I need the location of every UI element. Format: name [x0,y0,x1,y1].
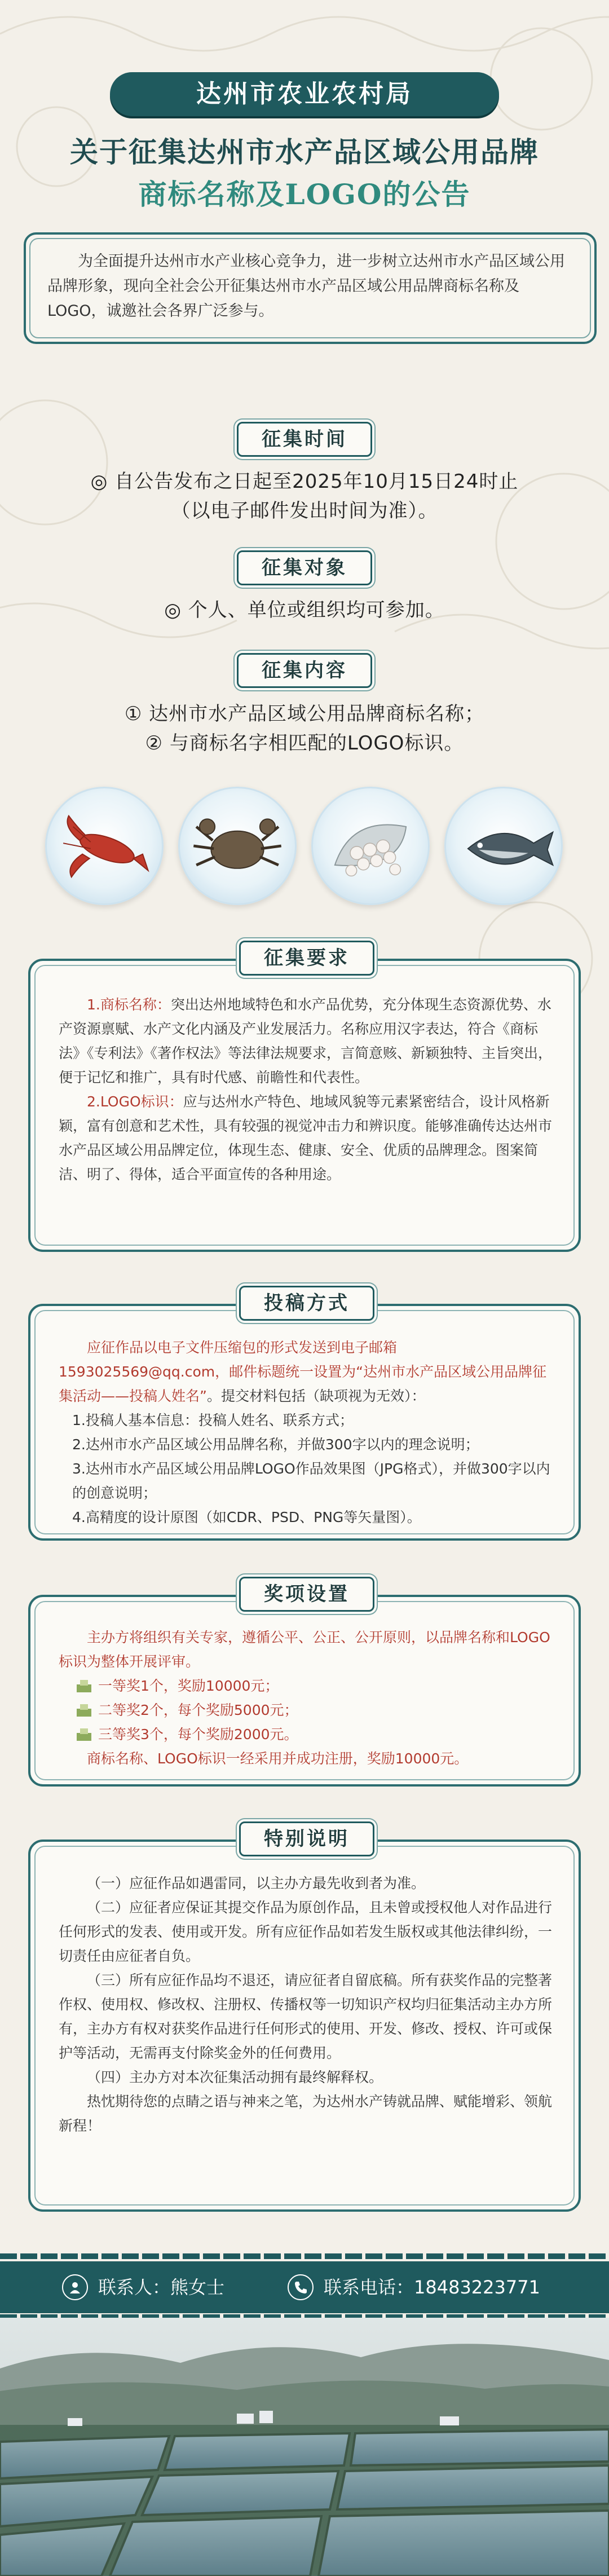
special-item-2: （二）应征者应保证其提交作品为原创作品，且未曾或授权他人对作品进行任何形式的发表、使用或开发。所有应征作品如若发生版权或其他法律纠纷，一切责任由应征者自负。 [59,1899,553,1964]
contact-bar [0,2261,609,2313]
special-body [59,1871,555,2138]
contact-person-text: 联系人：熊女士 [98,2277,225,2298]
awards-intro: 主办方将组织有关专家，遵循公平、公正、公开原则，以品牌名称和LOGO标识为整体开展评审。 [59,1629,550,1670]
time-line2: （以电子邮件发出时间为准）。 [171,500,438,522]
content-item2: ② 与商标名字相匹配的LOGO标识。 [145,732,464,755]
submission-body [59,1335,555,1529]
requirements-p2 [59,1089,555,1186]
aquaculture-landscape-image [0,2318,609,2576]
tag-submission: 投稿方式 [239,1286,374,1321]
product-images [45,787,564,911]
awards-body [59,1625,555,1771]
section-requirements [28,947,581,1252]
content-item1: ① 达州市水产品区域公用品牌商标名称； [124,703,485,725]
target-line1: ◎ 个人、单位或组织均可参加。 [164,599,445,621]
submission-item-3: 3.达州市水产品区域公用品牌LOGO作品效果图（JPG格式），并做300字以内的创意说明； [72,1461,550,1501]
page-title-line2: 商标名称及LOGO的公告 [138,178,471,211]
award-row-3 [59,1722,555,1746]
requirements-p1 [59,993,555,1089]
special-closing: 热忱期待您的点睛之语与神来之笔，为达州水产铸就品牌、赋能增彩、领航新程！ [59,2093,553,2134]
phone-icon [288,2274,314,2300]
contact-phone-text[interactable]: 联系电话：18483223771 [324,2277,540,2298]
intro-text: 为全面提升达州市水产业核心竞争力，进一步树立达州市水产品区域公用品牌形象，现向全社会公开征集达州市水产品区域公用品牌商标名称及LOGO，诚邀社会各界广泛参与。 [47,253,565,320]
org-banner: 达州市农业农村局 [110,72,499,116]
tag-requirements: 征集要求 [239,941,374,976]
special-item-1: （一）应征作品如遇雷同，以主办方最先收到者为准。 [87,1875,426,1891]
tag-special: 特别说明 [239,1821,374,1856]
requirements-body [59,993,555,1186]
pearls-image [311,787,430,905]
section-submission [28,1292,581,1541]
award-3-text: 三等奖3个，每个奖励2000元。 [98,1726,298,1743]
award-2-text: 二等奖2个，每个奖励5000元； [98,1702,298,1718]
requirements-p1-head: 1.商标名称： [87,996,171,1013]
requirements-p2-body: 应与达州水产特色、地域风貌等元素紧密结合，设计风格新颖，富有创意和艺术性，具有较强的视觉冲击力和辨识度。能够准确传达达州市水产品区域公用品牌定位，体现生态、健康、安全、优质的品牌理念。图案简洁、明了、得体，适合平面宣传的各种用途。 [59,1093,553,1183]
requirements-p1-body: 突出达州地域特色和水产品优势，充分体现生态资源优势、水产资源禀赋、水产文化内涵及产业发展活力。名称应用汉字表达，符合《商标法》《专利法》《著作权法》等法律法规要求，言简意赅、新颖独特、主旨突出，便于记忆和推广，具有时代感、前瞻性和代表性。 [59,996,553,1086]
tag-target: 征集对象 [237,550,372,585]
award-row-2 [59,1698,555,1722]
medal-icon [76,1679,92,1693]
section-special [28,1828,581,2212]
submission-item-4: 4.高精度的设计原图（如CDR、PSD、PNG等矢量图）。 [72,1509,421,1525]
section-awards [28,1583,581,1787]
fish-image [444,787,563,905]
intro-box [24,232,597,344]
user-icon [62,2274,88,2300]
special-item-3: （三）所有应征作品均不退还，请应征者自留底稿。所有获奖作品的完整著作权、使用权、修改权、注册权、传播权等一切知识产权均归征集活动主办方所有，主办方有权对获奖作品进行任何形式的使用、开发、修改、授权、许可或保护等活动，无需再支付除奖金外的任何费用。 [59,1972,553,2061]
medal-icon [76,1703,92,1718]
award-1-text: 一等奖1个，奖励10000元； [98,1678,279,1694]
divider-stripe-top [0,2253,609,2259]
award-row-1 [59,1674,555,1698]
special-item-4: （四）主办方对本次征集活动拥有最终解释权。 [87,2069,383,2085]
medal-icon [76,1727,92,1742]
time-line1: ◎ 自公告发布之日起至2025年10月15日24时止 [90,470,519,493]
awards-note: 商标名称、LOGO标识一经采用并成功注册，奖励10000元。 [87,1750,469,1767]
contact-person [62,2271,224,2303]
submission-item-2: 2.达州市水产品区域公用品牌名称，并做300字以内的理念说明； [72,1436,479,1453]
requirements-p2-head: 2.LOGO标识： [87,1093,183,1110]
contact-phone[interactable] [288,2271,540,2303]
tag-time: 征集时间 [237,422,372,457]
submission-p-red: 应征作品以电子文件压缩包的形式发送到电子邮箱1593025569@qq.com，邮件标题统一设置为“达州市水产品区域公用品牌征集活动——投稿人姓名” [59,1339,547,1404]
submission-item-1: 1.投稿人基本信息：投稿人姓名、联系方式； [72,1412,354,1428]
tag-awards: 奖项设置 [239,1577,374,1612]
crayfish-image [45,787,164,905]
page-title-line1: 关于征集达州市水产品区域公用品牌 [70,135,539,169]
tag-content: 征集内容 [237,653,372,688]
crab-image [178,787,297,905]
submission-p [59,1335,555,1408]
submission-p-tail: 。提交材料包括（缺项视为无效）： [206,1388,426,1404]
